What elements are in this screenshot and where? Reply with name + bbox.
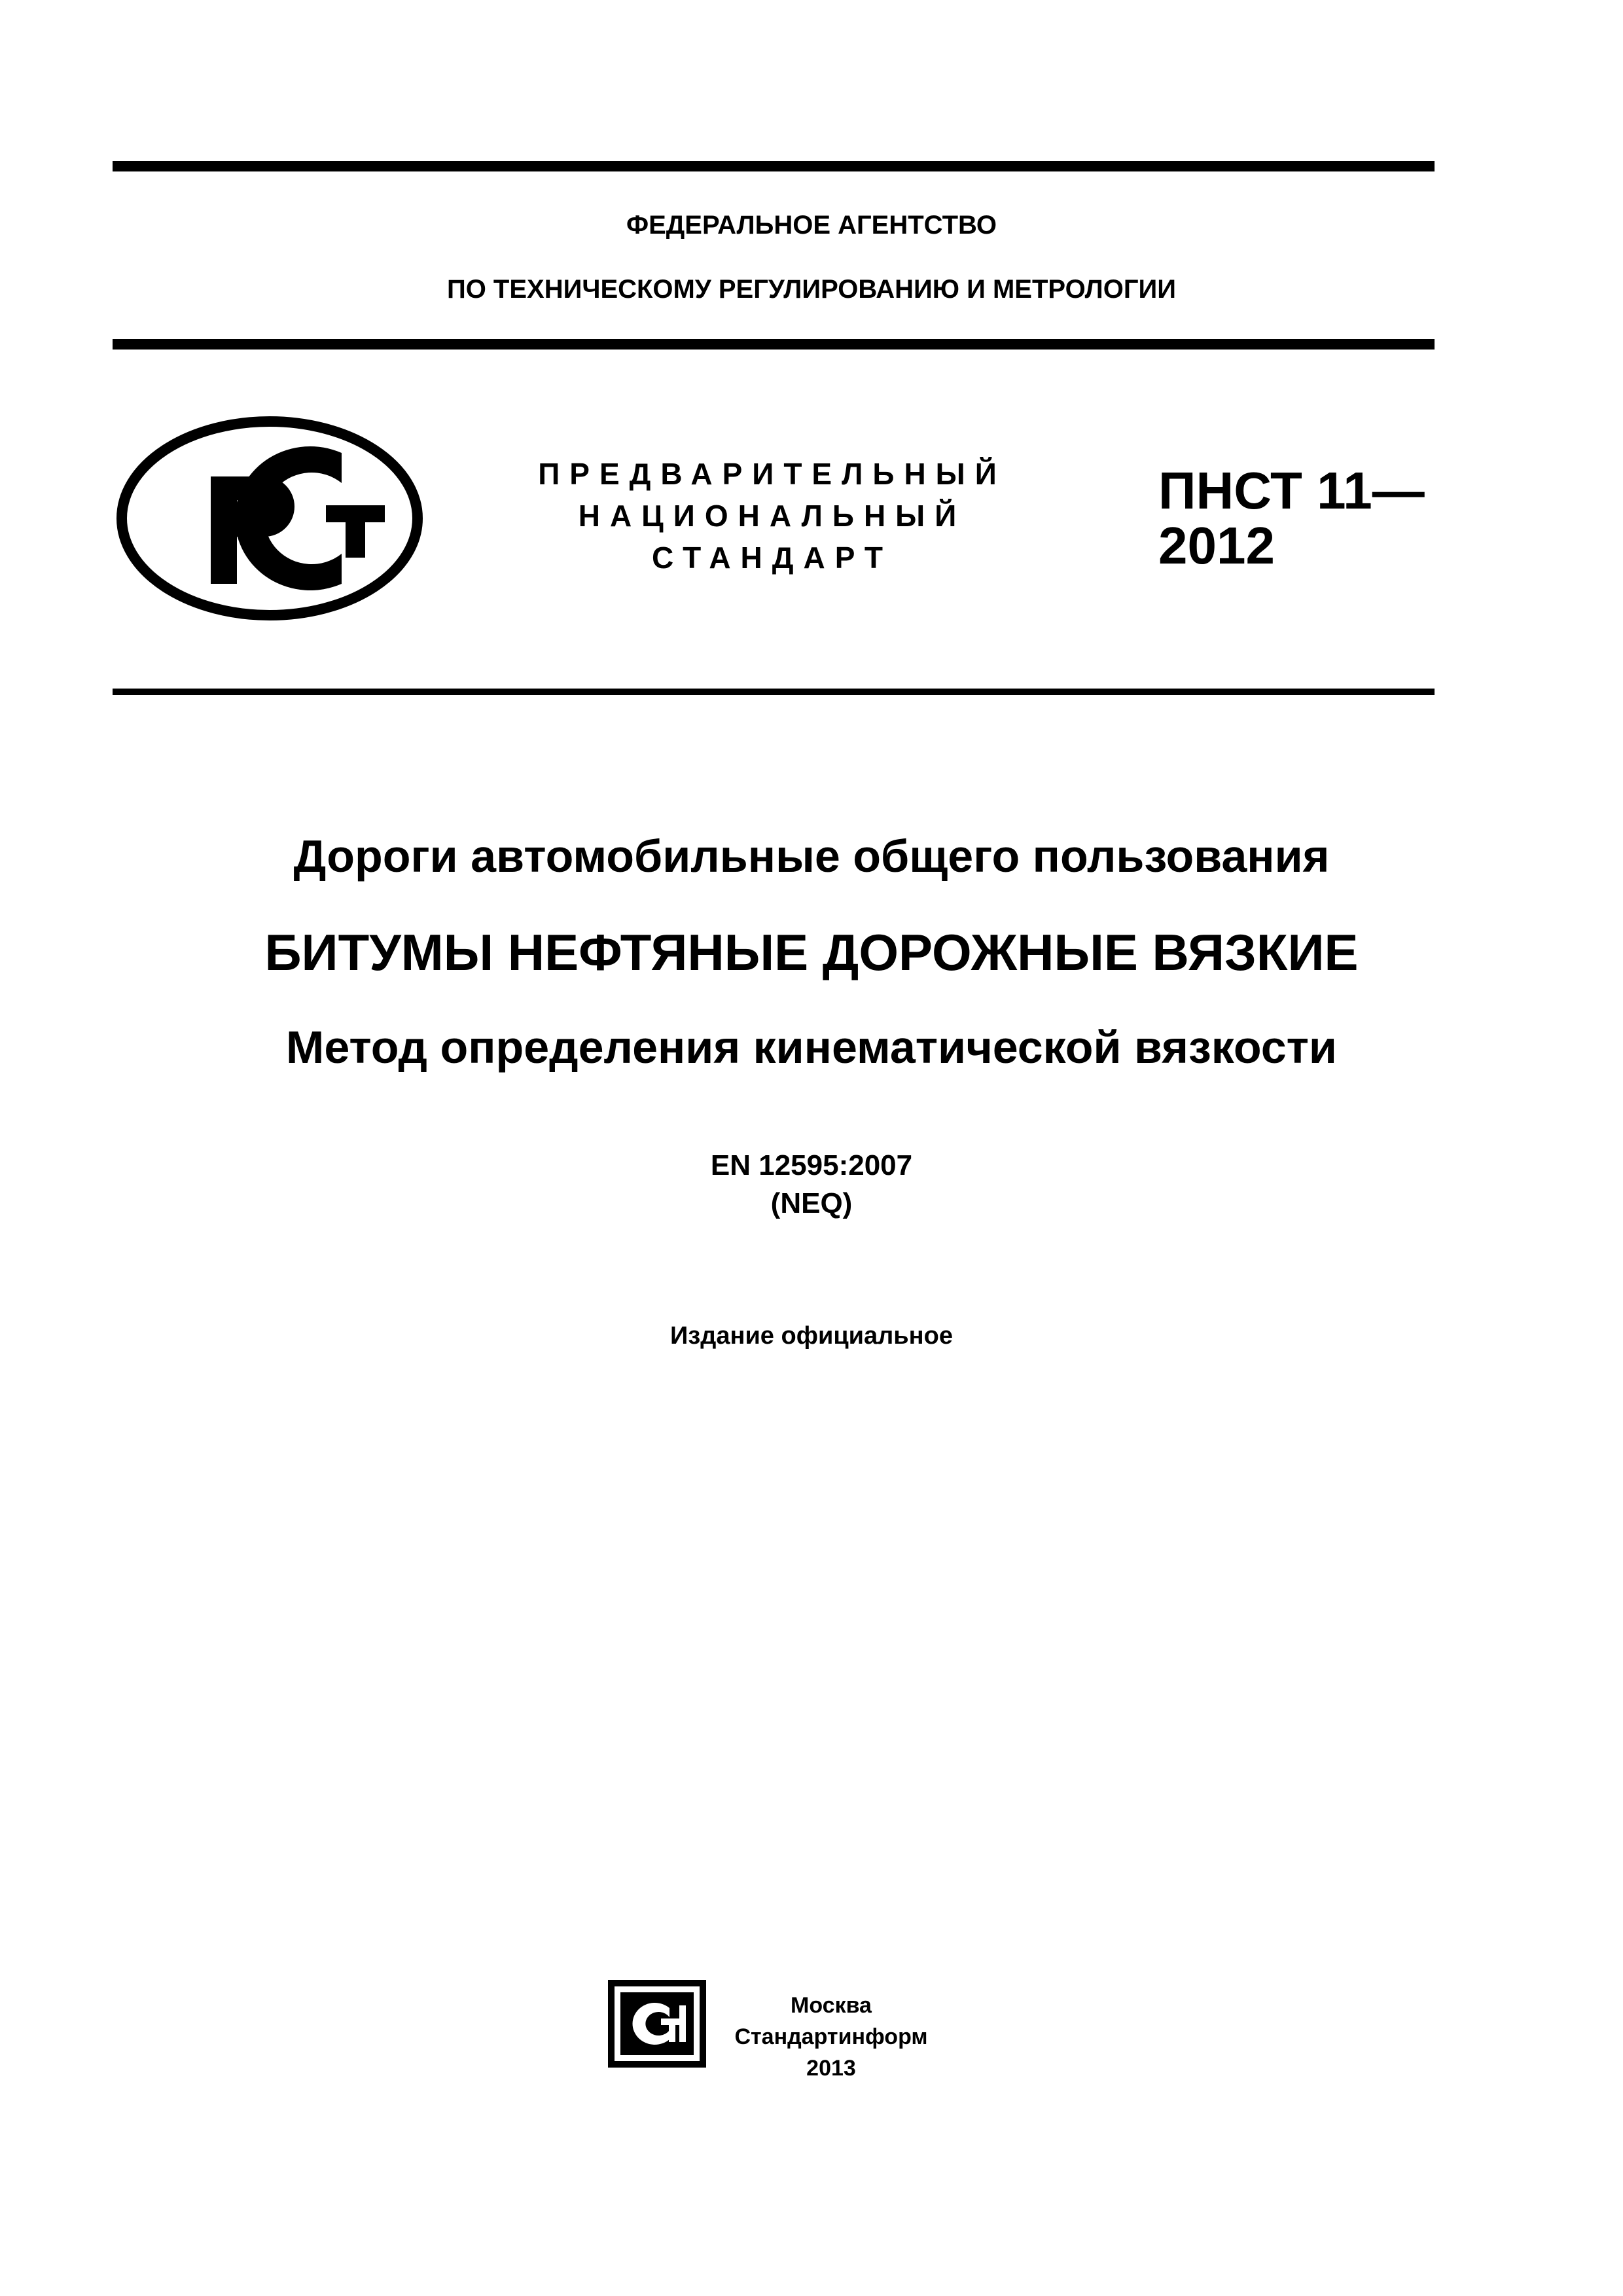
reference-code: EN 12595:2007 [710,1149,913,1181]
edition-note: Издание официальное [670,1322,953,1350]
publisher-year: 2013 [806,2056,856,2081]
top-rule [113,161,1435,171]
publisher [733,1990,929,2084]
publisher-name: Стандартинформ [734,2024,928,2049]
title-line-2: БИТУМЫ НЕФТЯНЫЕ ДОРОЖНЫЕ ВЯЗКИЕ [264,924,1359,981]
title-line-3: Метод определения кинематической вязкости [286,1022,1337,1073]
agency-line-1: ФЕДЕРАЛЬНОЕ АГЕНТСТВО [626,211,997,240]
designation-line-2: 2012 [1158,516,1275,575]
designation-line-1: ПНСТ 11— [1158,461,1425,520]
agency-bottom-rule [113,339,1435,350]
standard-designation [1158,463,1425,573]
publisher-city: Москва [791,1993,872,2018]
standard-type [484,453,1060,579]
standard-type-line-1: ПРЕДВАРИТЕЛЬНЫЙ [538,457,1007,491]
title-line-1: Дороги автомобильные общего пользования [293,831,1330,882]
header-bottom-rule [113,689,1435,695]
standartinform-logo-icon [607,1979,707,2068]
reference [0,1147,1623,1223]
standard-type-line-3: СТАНДАРТ [652,541,893,575]
agency-line-2: ПО ТЕХНИЧЕСКОМУ РЕГУЛИРОВАНИЮ И МЕТРОЛОГИИ [446,275,1177,304]
standard-type-line-2: НАЦИОНАЛЬНЫЙ [578,499,967,533]
reference-degree: (NEQ) [770,1187,853,1219]
rst-emblem-icon [113,414,427,623]
